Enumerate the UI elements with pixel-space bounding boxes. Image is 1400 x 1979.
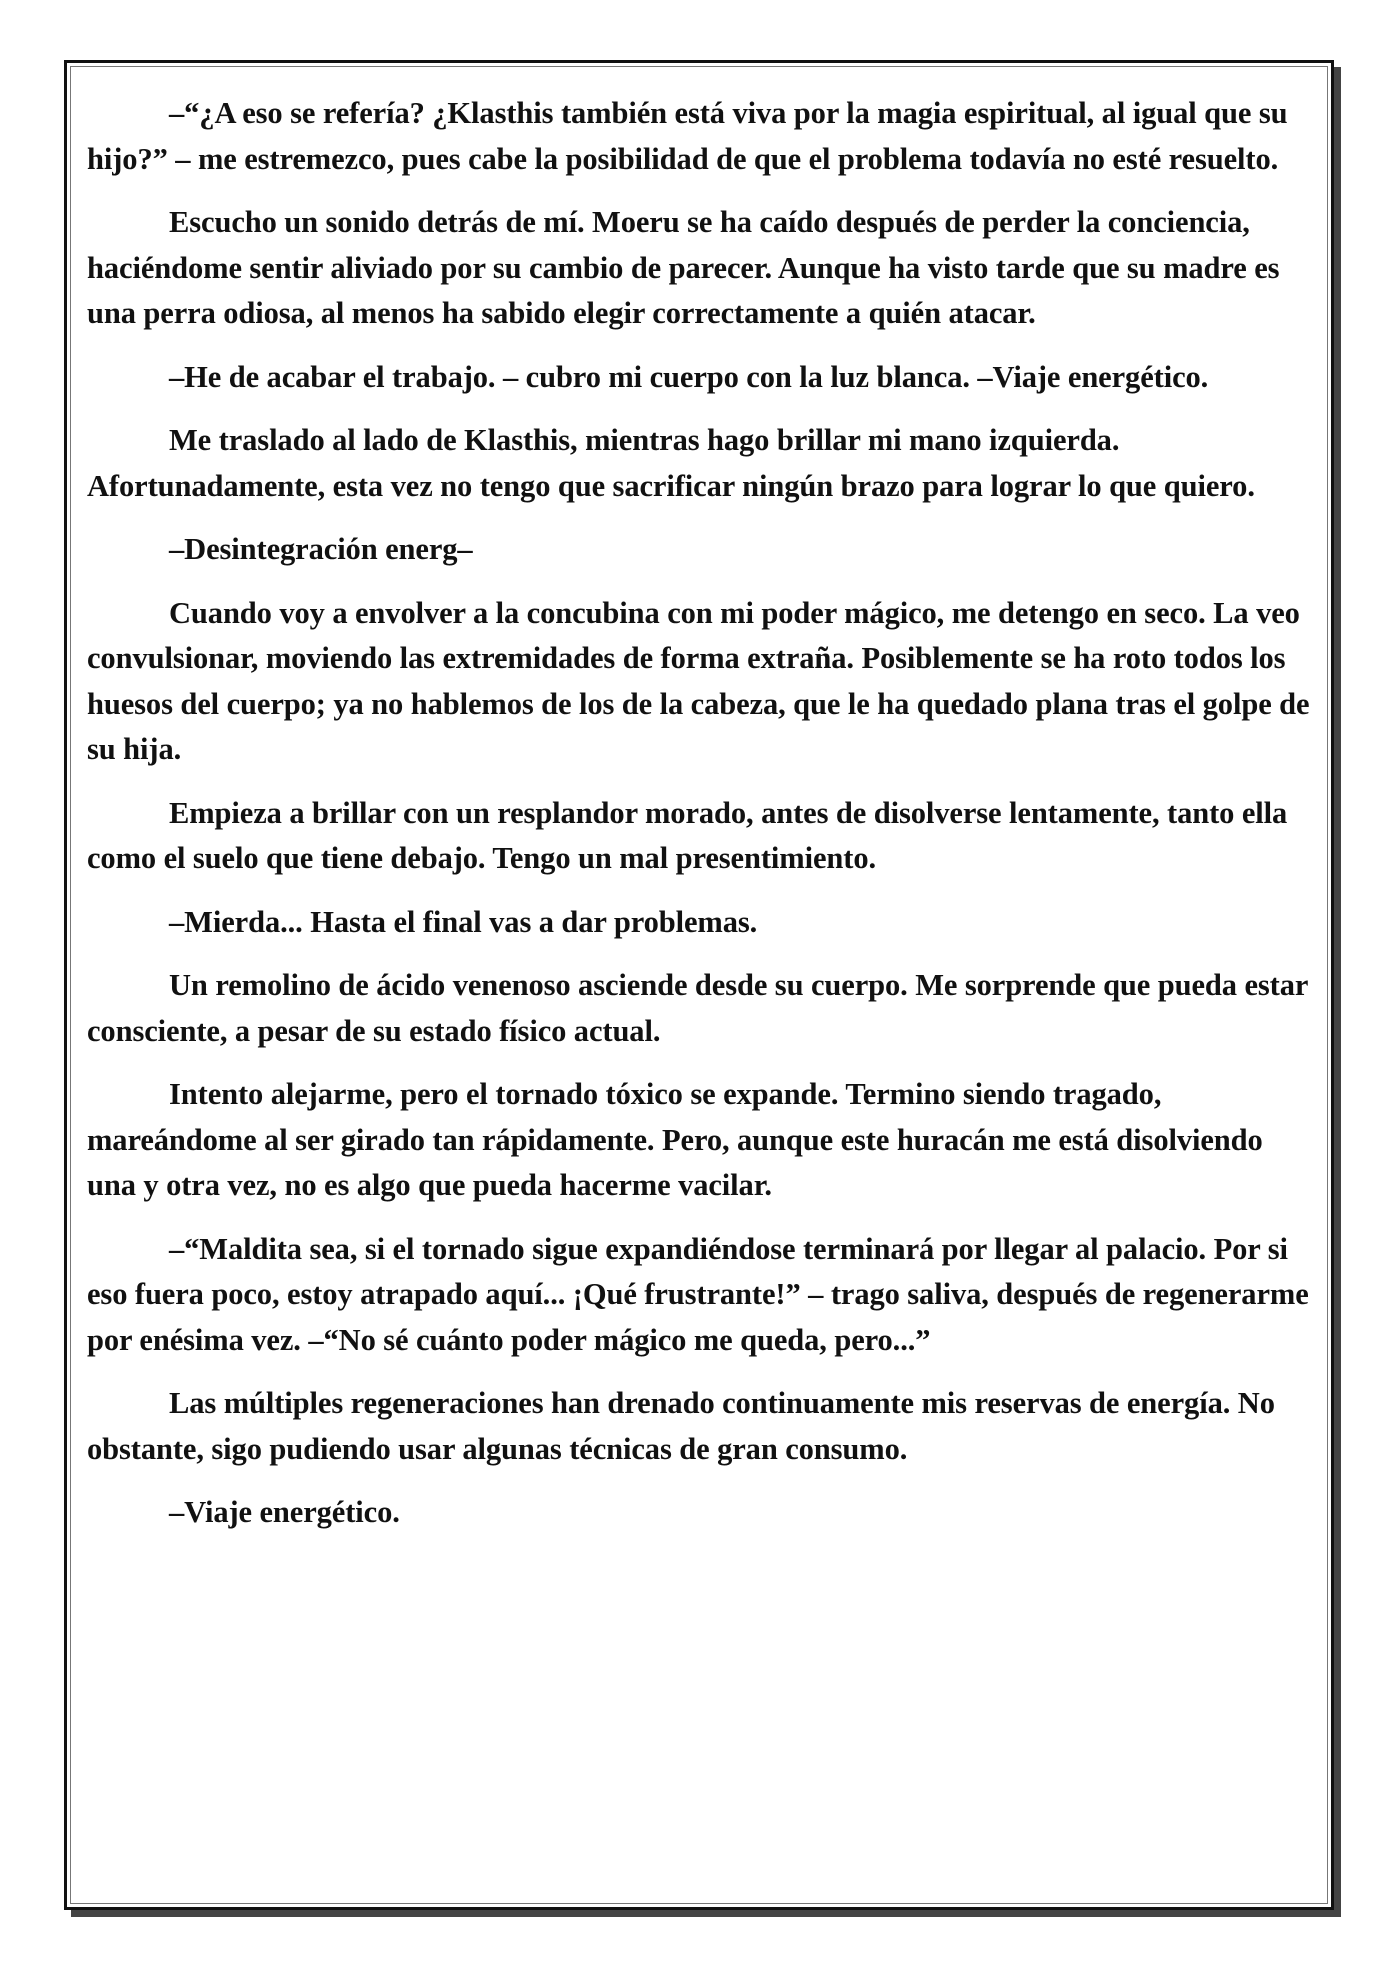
paragraph-8: –Mierda... Hasta el final vas a dar problemas. bbox=[169, 904, 758, 939]
paragraph-13: –Viaje energético. bbox=[169, 1495, 400, 1529]
paragraph-12: Las múltiples regeneraciones han drenado continuamente mis reservas de energía. No obstante, sigo pudiendo usar algunas técnicas de gran consumo. bbox=[87, 1386, 1275, 1466]
paragraph-11: –“Maldita sea, si el tornado sigue expandiéndose terminará por llegar al palacio. Por si eso fuera poco, estoy atrapado aquí... ¡Qué frustrante!” – trago saliva, después de regenerarme por enésima vez. –“No sé cuánto poder mágico me queda, pero...” bbox=[87, 1231, 1309, 1357]
paragraph-10: Intento alejarme, pero el tornado tóxico se expande. Termino siendo tragado, mareándome al ser girado tan rápidamente. Pero, aunque este huracán me está disolviendo una y otra vez, no es algo que pueda hacerme vacilar. bbox=[87, 1077, 1263, 1202]
paragraph-7: Empieza a brillar con un resplandor morado, antes de disolverse lentamente, tanto ella como el suelo que tiene debajo. Tengo un mal presentimiento. bbox=[87, 795, 1288, 875]
paragraph-1: –“¿A eso se refería? ¿Klasthis también está viva por la magia espiritual, al igual que su hijo?” – me estremezco, pues cabe la posibilidad de que el problema todavía no esté resuelto. bbox=[87, 96, 1288, 176]
paragraph-6: Cuando voy a envolver a la concubina con mi poder mágico, me detengo en seco. La veo convulsionar, moviendo las extremidades de forma extraña. Posiblemente se ha roto todos los huesos del cuerpo; ya no hablemos de los de la cabeza, que le ha quedado plana tras el golpe de su hija. bbox=[87, 595, 1310, 766]
paragraph-4: Me traslado al lado de Klasthis, mientras hago brillar mi mano izquierda. Afortunadamente, esta vez no tengo que sacrificar ningún brazo para lograr lo que quiero. bbox=[87, 423, 1255, 503]
paragraph-9: Un remolino de ácido venenoso asciende desde su cuerpo. Me sorprende que pueda estar consciente, a pesar de su estado físico actual. bbox=[87, 968, 1308, 1048]
document-body bbox=[87, 91, 1312, 1554]
paragraph-3: –He de acabar el trabajo. – cubro mi cuerpo con la luz blanca. –Viaje energético. bbox=[169, 359, 1209, 394]
paragraph-2: Escucho un sonido detrás de mí. Moeru se ha caído después de perder la conciencia, haciéndome sentir aliviado por su cambio de parecer. Aunque ha visto tarde que su madre es una perra odiosa, al menos ha sabido elegir correctamente a quién atacar. bbox=[87, 205, 1280, 330]
page-frame bbox=[64, 60, 1334, 1910]
paragraph-5: –Desintegración energ– bbox=[169, 532, 473, 566]
